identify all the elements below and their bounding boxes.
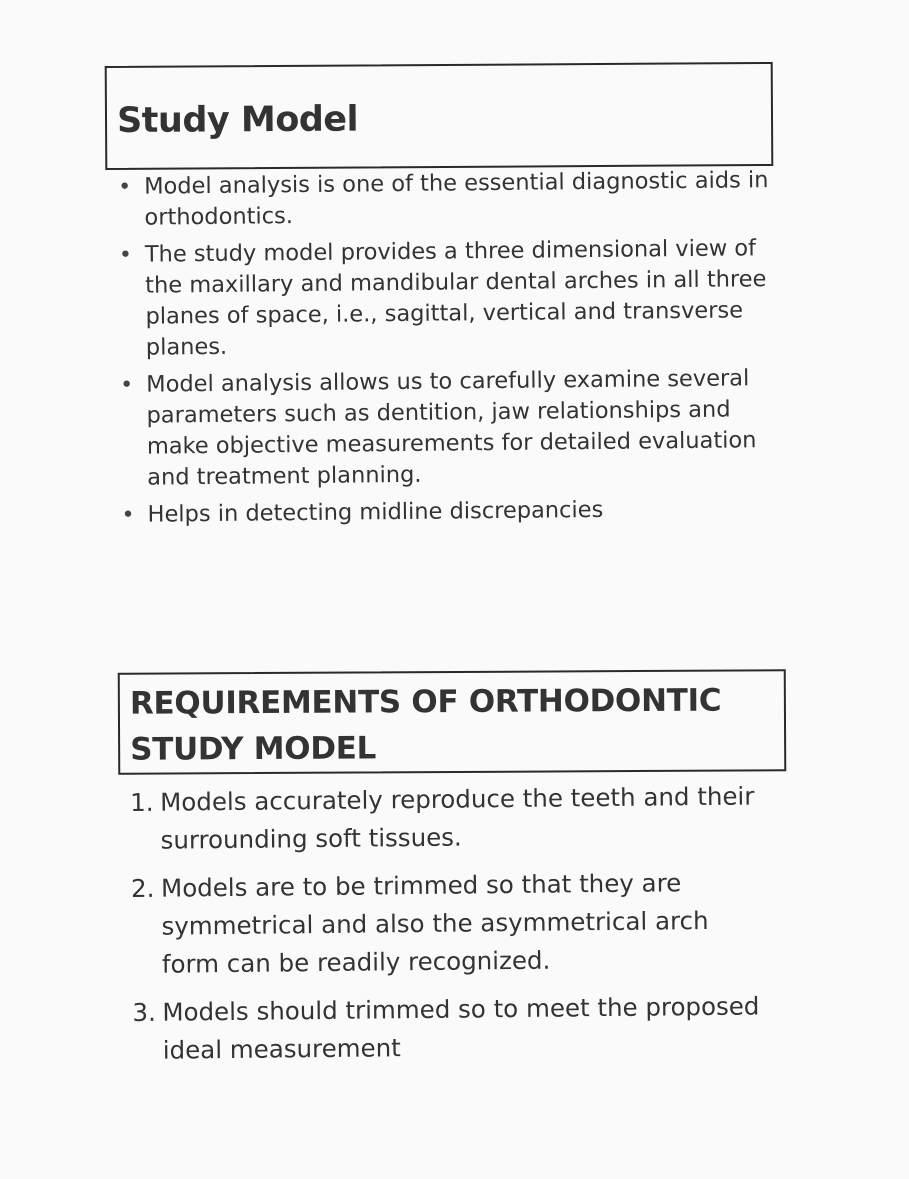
bullet-item <box>114 363 775 494</box>
numbered-item <box>131 863 772 984</box>
bullet-marker: • <box>120 372 134 398</box>
item-number: 3. <box>132 997 156 1027</box>
requirements-title-box <box>118 669 787 774</box>
item-text: Models accurately reproduce the teeth and their surrounding soft tissues. <box>160 781 755 855</box>
bullet-text: Helps in detecting midline discrepancies <box>147 496 604 528</box>
bullet-item <box>112 165 773 234</box>
item-text: Models should trimmed so to meet the proposed ideal measurement <box>162 991 760 1065</box>
item-number: 1. <box>130 787 154 817</box>
requirements-title-line1: REQUIREMENTS OF ORTHODONTIC <box>129 682 722 722</box>
bullet-item <box>113 233 774 364</box>
bullet-marker: • <box>118 174 132 200</box>
bullet-item <box>115 493 775 531</box>
item-text: Models are to be trimmed so that they are symmetrical and also the asymmetrical arch form can be readily recognized. <box>160 868 709 979</box>
bullet-marker: • <box>121 502 135 528</box>
bullet-marker: • <box>118 242 132 268</box>
bullet-text: Model analysis is one of the essential diagnostic aids in orthodontics. <box>144 167 769 231</box>
bullet-text: The study model provides a three dimensional view of the maxillary and mandibular dental arches in all three planes of space, i.e., sagittal, vertical and transverse planes. <box>144 235 767 361</box>
study-model-bullet-list <box>112 165 776 537</box>
numbered-item <box>132 987 773 1070</box>
requirements-title-line2: STUDY MODEL <box>130 730 377 768</box>
study-model-title-box <box>105 62 774 170</box>
numbered-item <box>130 777 771 860</box>
item-number: 2. <box>130 873 155 903</box>
requirements-title <box>130 678 722 773</box>
bullet-text: Model analysis allows us to carefully examine several parameters such as dentition, jaw relationships and make objective measurements for detailed evaluation and treatment planning. <box>146 365 757 491</box>
requirements-numbered-list <box>130 777 773 1080</box>
study-model-title: Study Model <box>116 99 359 141</box>
